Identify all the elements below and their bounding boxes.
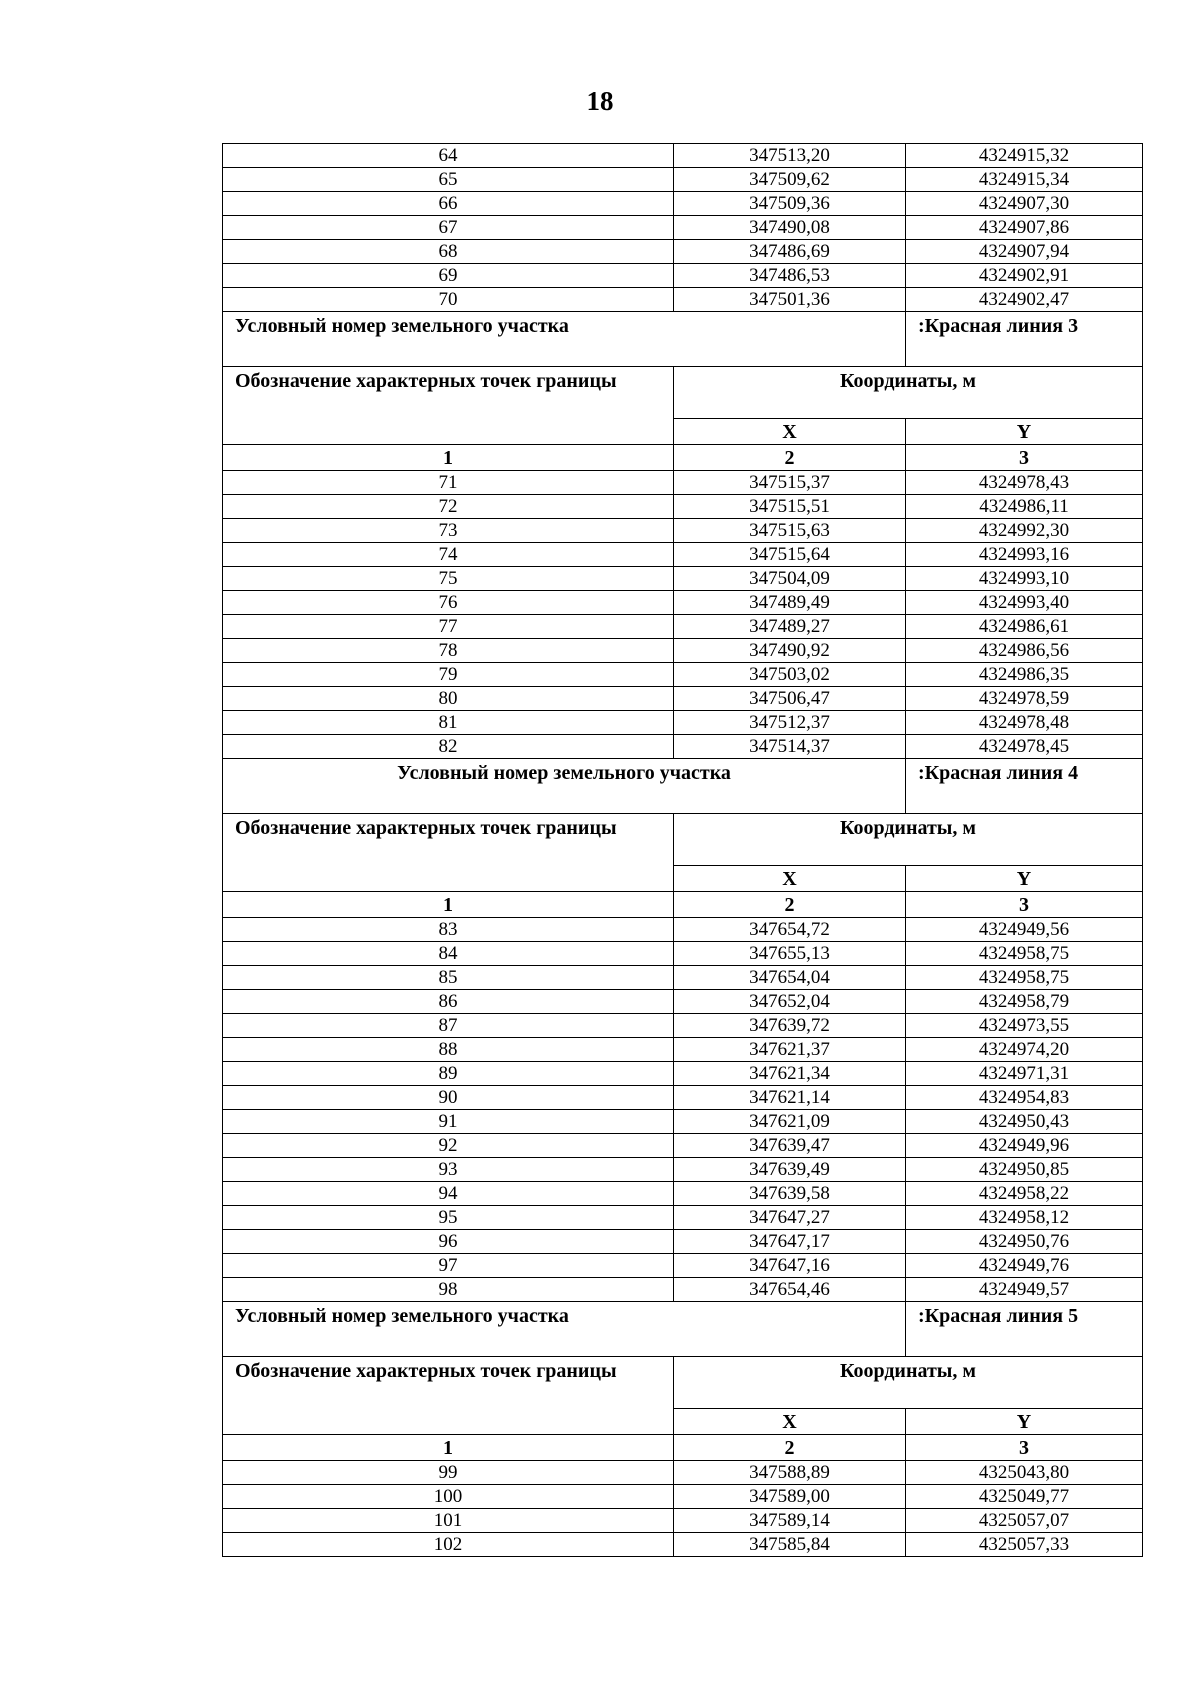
y-coordinate-cell: 4325057,33 <box>906 1533 1143 1557</box>
x-coordinate-cell: 347654,04 <box>674 966 906 990</box>
x-coordinate-cell: 347639,72 <box>674 1014 906 1038</box>
y-coordinate-cell: 4324902,91 <box>906 264 1143 288</box>
table-row <box>223 1134 1143 1158</box>
table-row <box>223 639 1143 663</box>
table-row <box>223 615 1143 639</box>
x-coordinate-cell: 347514,37 <box>674 735 906 759</box>
y-coordinate-cell: 4324978,48 <box>906 711 1143 735</box>
table-row <box>223 543 1143 567</box>
y-coordinate-cell: 4325049,77 <box>906 1485 1143 1509</box>
point-number-cell: 82 <box>223 735 674 759</box>
table-row <box>223 990 1143 1014</box>
table-row <box>223 1110 1143 1134</box>
page-number: 18 <box>586 86 614 116</box>
x-coordinate-cell: 347515,64 <box>674 543 906 567</box>
point-number-cell: 74 <box>223 543 674 567</box>
x-coordinate-cell: 347515,37 <box>674 471 906 495</box>
table-row <box>223 1230 1143 1254</box>
x-coordinate-cell: 347503,02 <box>674 663 906 687</box>
coordinates-table <box>222 143 1143 1557</box>
table-row <box>223 264 1143 288</box>
header-row <box>223 814 1143 866</box>
x-coordinate-cell: 347504,09 <box>674 567 906 591</box>
y-coordinate-cell: 4324986,61 <box>906 615 1143 639</box>
table-row <box>223 288 1143 312</box>
x-coordinate-cell: 347512,37 <box>674 711 906 735</box>
header-row <box>223 1357 1143 1409</box>
x-coordinate-cell: 347513,20 <box>674 144 906 168</box>
x-coordinate-cell: 347486,53 <box>674 264 906 288</box>
table-row <box>223 966 1143 990</box>
column-numbers-row <box>223 892 1143 918</box>
point-number-cell: 93 <box>223 1158 674 1182</box>
table-row <box>223 1254 1143 1278</box>
y-coordinate-cell: 4324993,16 <box>906 543 1143 567</box>
y-coordinate-cell: 4324992,30 <box>906 519 1143 543</box>
coordinates-table-body <box>223 144 1143 1557</box>
table-row <box>223 1158 1143 1182</box>
table-row <box>223 567 1143 591</box>
table-row <box>223 1485 1143 1509</box>
x-coordinate-cell: 347501,36 <box>674 288 906 312</box>
column-number: 2 <box>674 445 906 471</box>
table-row <box>223 711 1143 735</box>
x-coordinate-cell: 347639,58 <box>674 1182 906 1206</box>
column-number: 3 <box>906 445 1143 471</box>
point-number-cell: 84 <box>223 942 674 966</box>
point-number-cell: 102 <box>223 1533 674 1557</box>
point-number-cell: 95 <box>223 1206 674 1230</box>
x-coordinate-cell: 347655,13 <box>674 942 906 966</box>
x-coordinate-cell: 347621,09 <box>674 1110 906 1134</box>
x-coordinate-cell: 347515,51 <box>674 495 906 519</box>
parcel-label: Условный номер земельного участка <box>223 1302 906 1357</box>
coordinates-header: Координаты, м <box>674 1357 1143 1409</box>
table-row <box>223 918 1143 942</box>
x-coordinate-cell: 347589,00 <box>674 1485 906 1509</box>
parcel-value: :Красная линия 4 <box>906 759 1143 814</box>
point-number-cell: 91 <box>223 1110 674 1134</box>
column-number: 3 <box>906 1435 1143 1461</box>
point-number-cell: 78 <box>223 639 674 663</box>
point-number-cell: 101 <box>223 1509 674 1533</box>
table-row <box>223 1062 1143 1086</box>
parcel-label: Условный номер земельного участка <box>223 759 906 814</box>
y-coordinate-cell: 4324950,85 <box>906 1158 1143 1182</box>
parcel-row <box>223 1302 1143 1357</box>
point-number-cell: 65 <box>223 168 674 192</box>
y-coordinate-cell: 4324954,83 <box>906 1086 1143 1110</box>
table-row <box>223 591 1143 615</box>
table-row <box>223 687 1143 711</box>
table-row <box>223 1086 1143 1110</box>
y-header: Y <box>906 866 1143 892</box>
table-row <box>223 471 1143 495</box>
point-number-cell: 72 <box>223 495 674 519</box>
parcel-value: :Красная линия 5 <box>906 1302 1143 1357</box>
point-number-cell: 94 <box>223 1182 674 1206</box>
coordinates-header: Координаты, м <box>674 367 1143 419</box>
points-header: Обозначение характерных точек границы <box>223 814 674 892</box>
point-number-cell: 67 <box>223 216 674 240</box>
y-coordinate-cell: 4324986,35 <box>906 663 1143 687</box>
table-row <box>223 942 1143 966</box>
x-coordinate-cell: 347647,17 <box>674 1230 906 1254</box>
column-number: 1 <box>223 1435 674 1461</box>
y-coordinate-cell: 4324907,30 <box>906 192 1143 216</box>
point-number-cell: 79 <box>223 663 674 687</box>
x-coordinate-cell: 347652,04 <box>674 990 906 1014</box>
point-number-cell: 85 <box>223 966 674 990</box>
y-coordinate-cell: 4324978,45 <box>906 735 1143 759</box>
x-coordinate-cell: 347489,27 <box>674 615 906 639</box>
table-row <box>223 1014 1143 1038</box>
point-number-cell: 83 <box>223 918 674 942</box>
point-number-cell: 76 <box>223 591 674 615</box>
y-coordinate-cell: 4324915,32 <box>906 144 1143 168</box>
point-number-cell: 73 <box>223 519 674 543</box>
y-coordinate-cell: 4324986,11 <box>906 495 1143 519</box>
x-coordinate-cell: 347621,34 <box>674 1062 906 1086</box>
column-number: 1 <box>223 445 674 471</box>
point-number-cell: 92 <box>223 1134 674 1158</box>
point-number-cell: 98 <box>223 1278 674 1302</box>
y-coordinate-cell: 4324907,86 <box>906 216 1143 240</box>
y-coordinate-cell: 4324902,47 <box>906 288 1143 312</box>
table-row <box>223 216 1143 240</box>
point-number-cell: 66 <box>223 192 674 216</box>
x-coordinate-cell: 347486,69 <box>674 240 906 264</box>
y-header: Y <box>906 1409 1143 1435</box>
table-row <box>223 1533 1143 1557</box>
point-number-cell: 96 <box>223 1230 674 1254</box>
point-number-cell: 68 <box>223 240 674 264</box>
point-number-cell: 90 <box>223 1086 674 1110</box>
y-coordinate-cell: 4324949,96 <box>906 1134 1143 1158</box>
point-number-cell: 69 <box>223 264 674 288</box>
y-coordinate-cell: 4325043,80 <box>906 1461 1143 1485</box>
table-row <box>223 1509 1143 1533</box>
table-row <box>223 144 1143 168</box>
table-row <box>223 663 1143 687</box>
x-coordinate-cell: 347490,08 <box>674 216 906 240</box>
points-header: Обозначение характерных точек границы <box>223 367 674 445</box>
x-coordinate-cell: 347588,89 <box>674 1461 906 1485</box>
table-row <box>223 1278 1143 1302</box>
y-coordinate-cell: 4324993,10 <box>906 567 1143 591</box>
y-header: Y <box>906 419 1143 445</box>
y-coordinate-cell: 4324974,20 <box>906 1038 1143 1062</box>
table-row <box>223 735 1143 759</box>
x-header: X <box>674 1409 906 1435</box>
x-coordinate-cell: 347639,49 <box>674 1158 906 1182</box>
table-row <box>223 1206 1143 1230</box>
point-number-cell: 70 <box>223 288 674 312</box>
table-row <box>223 519 1143 543</box>
y-coordinate-cell: 4324958,22 <box>906 1182 1143 1206</box>
y-coordinate-cell: 4324958,75 <box>906 942 1143 966</box>
x-header: X <box>674 866 906 892</box>
column-numbers-row <box>223 1435 1143 1461</box>
point-number-cell: 89 <box>223 1062 674 1086</box>
x-coordinate-cell: 347509,36 <box>674 192 906 216</box>
parcel-row <box>223 759 1143 814</box>
table-row <box>223 1182 1143 1206</box>
column-number: 2 <box>674 1435 906 1461</box>
y-coordinate-cell: 4324907,94 <box>906 240 1143 264</box>
table-row <box>223 495 1143 519</box>
x-coordinate-cell: 347509,62 <box>674 168 906 192</box>
coordinates-header: Координаты, м <box>674 814 1143 866</box>
x-coordinate-cell: 347489,49 <box>674 591 906 615</box>
point-number-cell: 99 <box>223 1461 674 1485</box>
points-header: Обозначение характерных точек границы <box>223 1357 674 1435</box>
point-number-cell: 77 <box>223 615 674 639</box>
x-header: X <box>674 419 906 445</box>
y-coordinate-cell: 4324973,55 <box>906 1014 1143 1038</box>
point-number-cell: 86 <box>223 990 674 1014</box>
x-coordinate-cell: 347515,63 <box>674 519 906 543</box>
y-coordinate-cell: 4324915,34 <box>906 168 1143 192</box>
x-coordinate-cell: 347654,46 <box>674 1278 906 1302</box>
y-coordinate-cell: 4324958,12 <box>906 1206 1143 1230</box>
point-number-cell: 97 <box>223 1254 674 1278</box>
x-coordinate-cell: 347639,47 <box>674 1134 906 1158</box>
table-row <box>223 168 1143 192</box>
column-number: 1 <box>223 892 674 918</box>
x-coordinate-cell: 347647,16 <box>674 1254 906 1278</box>
parcel-label: Условный номер земельного участка <box>223 312 906 367</box>
point-number-cell: 80 <box>223 687 674 711</box>
y-coordinate-cell: 4324949,57 <box>906 1278 1143 1302</box>
y-coordinate-cell: 4324993,40 <box>906 591 1143 615</box>
point-number-cell: 64 <box>223 144 674 168</box>
y-coordinate-cell: 4324978,43 <box>906 471 1143 495</box>
table-row <box>223 1461 1143 1485</box>
y-coordinate-cell: 4324971,31 <box>906 1062 1143 1086</box>
column-number: 3 <box>906 892 1143 918</box>
point-number-cell: 71 <box>223 471 674 495</box>
table-row <box>223 1038 1143 1062</box>
header-row <box>223 367 1143 419</box>
x-coordinate-cell: 347506,47 <box>674 687 906 711</box>
point-number-cell: 100 <box>223 1485 674 1509</box>
y-coordinate-cell: 4324958,79 <box>906 990 1143 1014</box>
y-coordinate-cell: 4324978,59 <box>906 687 1143 711</box>
y-coordinate-cell: 4324950,43 <box>906 1110 1143 1134</box>
y-coordinate-cell: 4324986,56 <box>906 639 1143 663</box>
y-coordinate-cell: 4325057,07 <box>906 1509 1143 1533</box>
point-number-cell: 88 <box>223 1038 674 1062</box>
x-coordinate-cell: 347621,14 <box>674 1086 906 1110</box>
y-coordinate-cell: 4324950,76 <box>906 1230 1143 1254</box>
parcel-row <box>223 312 1143 367</box>
x-coordinate-cell: 347589,14 <box>674 1509 906 1533</box>
point-number-cell: 87 <box>223 1014 674 1038</box>
y-coordinate-cell: 4324958,75 <box>906 966 1143 990</box>
column-number: 2 <box>674 892 906 918</box>
table-row <box>223 240 1143 264</box>
x-coordinate-cell: 347621,37 <box>674 1038 906 1062</box>
x-coordinate-cell: 347585,84 <box>674 1533 906 1557</box>
x-coordinate-cell: 347490,92 <box>674 639 906 663</box>
column-numbers-row <box>223 445 1143 471</box>
table-row <box>223 192 1143 216</box>
point-number-cell: 75 <box>223 567 674 591</box>
parcel-value: :Красная линия 3 <box>906 312 1143 367</box>
y-coordinate-cell: 4324949,56 <box>906 918 1143 942</box>
x-coordinate-cell: 347654,72 <box>674 918 906 942</box>
point-number-cell: 81 <box>223 711 674 735</box>
y-coordinate-cell: 4324949,76 <box>906 1254 1143 1278</box>
x-coordinate-cell: 347647,27 <box>674 1206 906 1230</box>
